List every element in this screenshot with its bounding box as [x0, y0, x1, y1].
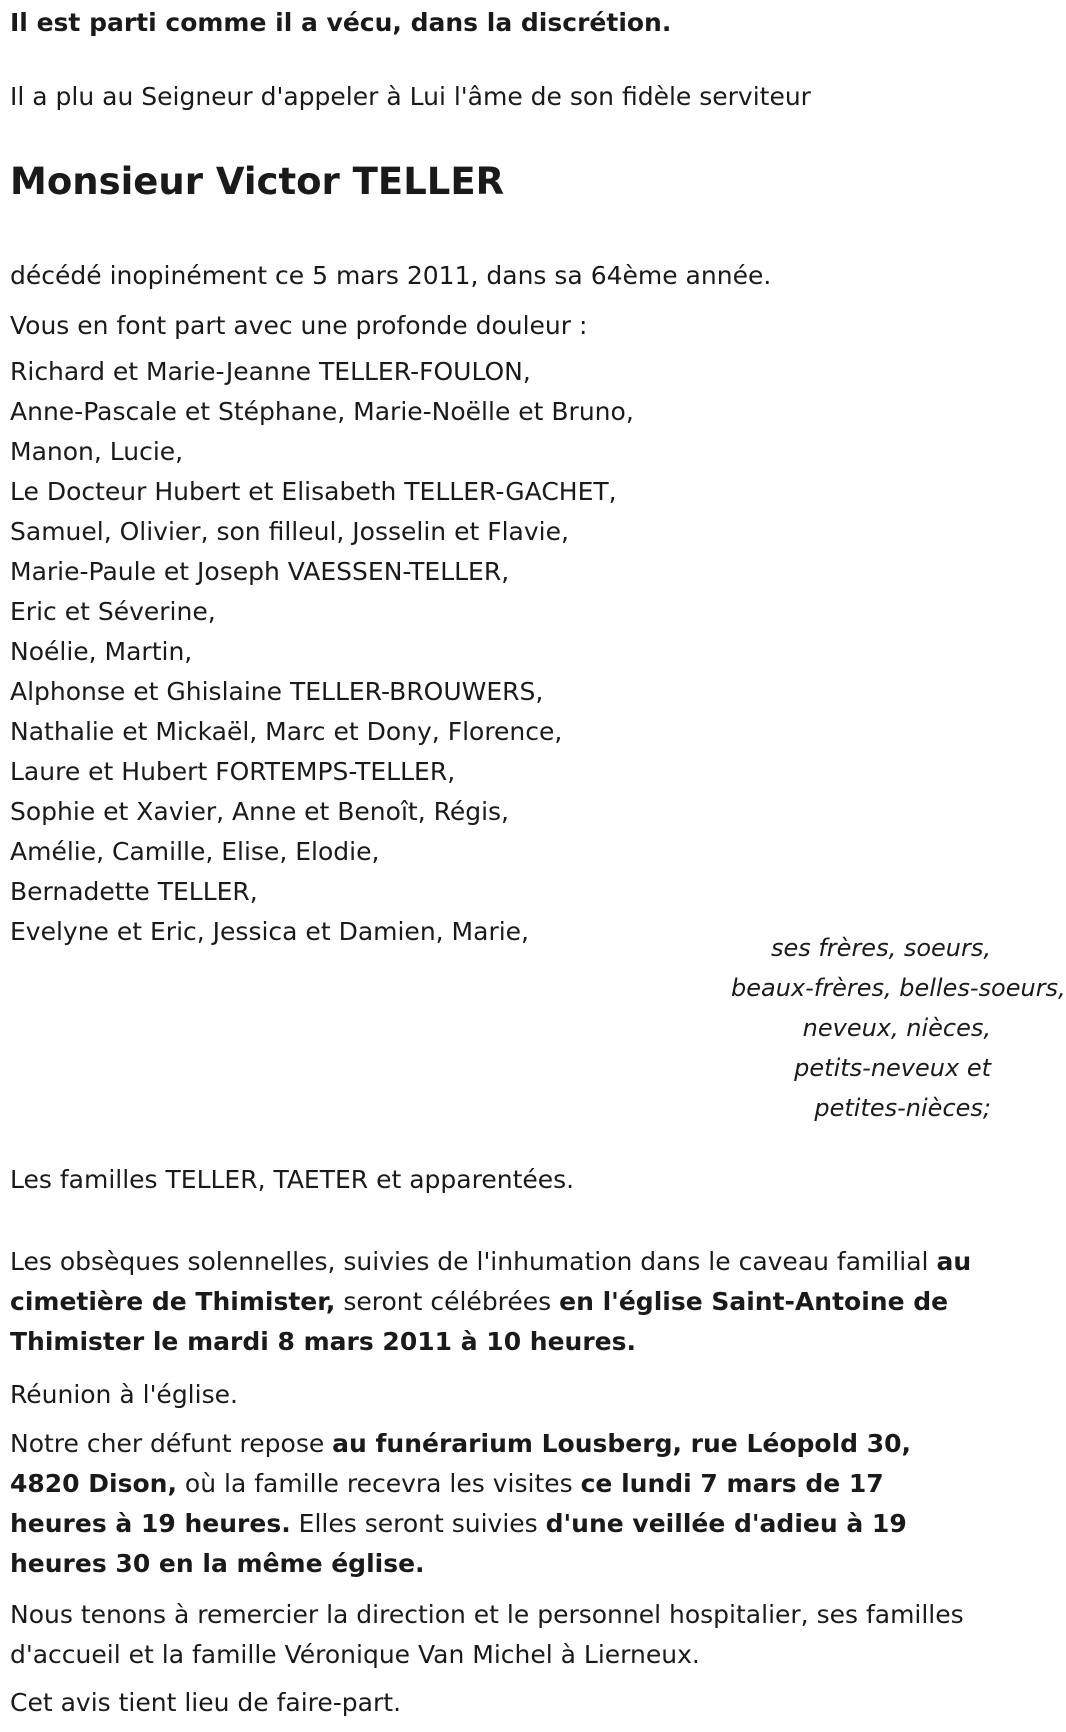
intro-bold-line: Il est parti comme il a vécu, dans la discrétion. — [10, 8, 672, 37]
family-member-line: Amélie, Camille, Elise, Elodie, — [10, 837, 380, 866]
funeral-paragraph — [10, 1242, 985, 1362]
vigil-details: d'une veillée d'adieu à 19 heures 30 en la même église. — [10, 1509, 907, 1578]
family-member-line: Sophie et Xavier, Anne et Benoît, Régis, — [10, 797, 509, 826]
visit-text: Notre cher défunt repose — [10, 1429, 333, 1458]
visit-datetime: ce lundi 7 mars de 17 heures à 19 heures. — [10, 1469, 884, 1538]
family-member-line: Alphonse et Ghislaine TELLER-BROUWERS, — [10, 677, 544, 706]
relations-list — [731, 928, 1066, 1128]
deceased-name: Monsieur Victor TELLER — [10, 160, 505, 203]
deceased-line: décédé inopinément ce 5 mars 2011, dans sa 64ème année. — [10, 261, 772, 290]
announce-line: Vous en font part avec une profonde douleur : — [10, 311, 588, 340]
families-line: Les familles TELLER, TAETER et apparentées. — [10, 1165, 575, 1194]
funeral-home-address: au funérarium Lousberg, rue Léopold 30, 4820 Dison, — [10, 1429, 912, 1498]
relation-line: petits-neveux et — [794, 1054, 991, 1082]
intro-line: Il a plu au Seigneur d'appeler à Lui l'âme de son fidèle serviteur — [10, 82, 811, 111]
family-member-line: Evelyne et Eric, Jessica et Damien, Marie, — [10, 917, 529, 946]
funeral-text: Les obsèques solennelles, suivies de l'inhumation dans le caveau familial — [10, 1247, 937, 1276]
family-member-line: Bernadette TELLER, — [10, 877, 258, 906]
relation-line: ses frères, soeurs, — [770, 934, 991, 962]
closing-line: Cet avis tient lieu de faire-part. — [10, 1688, 402, 1717]
cemetery-location: au cimetière de Thimister, — [10, 1247, 972, 1316]
family-member-line: Le Docteur Hubert et Elisabeth TELLER-GACHET, — [10, 477, 617, 506]
family-member-line: Eric et Séverine, — [10, 597, 216, 626]
relation-line: beaux-frères, belles-soeurs, — [731, 974, 1066, 1002]
family-member-line: Anne-Pascale et Stéphane, Marie-Noëlle et Bruno, — [10, 397, 634, 426]
family-members-list — [10, 352, 634, 952]
thanks-paragraph: Nous tenons à remercier la direction et le personnel hospitalier, ses familles d'accueil et la famille Véronique Van Michel à Lierneux. — [10, 1600, 964, 1669]
visitation-paragraph — [10, 1424, 985, 1584]
visit-text: où la famille recevra les visites — [176, 1469, 581, 1498]
family-member-line: Noélie, Martin, — [10, 637, 193, 666]
relation-line: petites-nièces; — [814, 1094, 991, 1122]
family-member-line: Nathalie et Mickaël, Marc et Dony, Florence, — [10, 717, 563, 746]
church-datetime: en l'église Saint-Antoine de Thimister le mardi 8 mars 2011 à 10 heures. — [10, 1287, 949, 1356]
family-member-line: Laure et Hubert FORTEMPS-TELLER, — [10, 757, 456, 786]
relation-line: neveux, nièces, — [802, 1014, 991, 1042]
family-member-line: Manon, Lucie, — [10, 437, 184, 466]
family-member-line: Samuel, Olivier, son filleul, Josselin et Flavie, — [10, 517, 569, 546]
visit-text: Elles seront suivies — [290, 1509, 546, 1538]
family-member-line: Marie-Paule et Joseph VAESSEN-TELLER, — [10, 557, 510, 586]
reunion-line: Réunion à l'église. — [10, 1380, 238, 1409]
funeral-text: seront célébrées — [335, 1287, 560, 1316]
family-member-line: Richard et Marie-Jeanne TELLER-FOULON, — [10, 357, 531, 386]
